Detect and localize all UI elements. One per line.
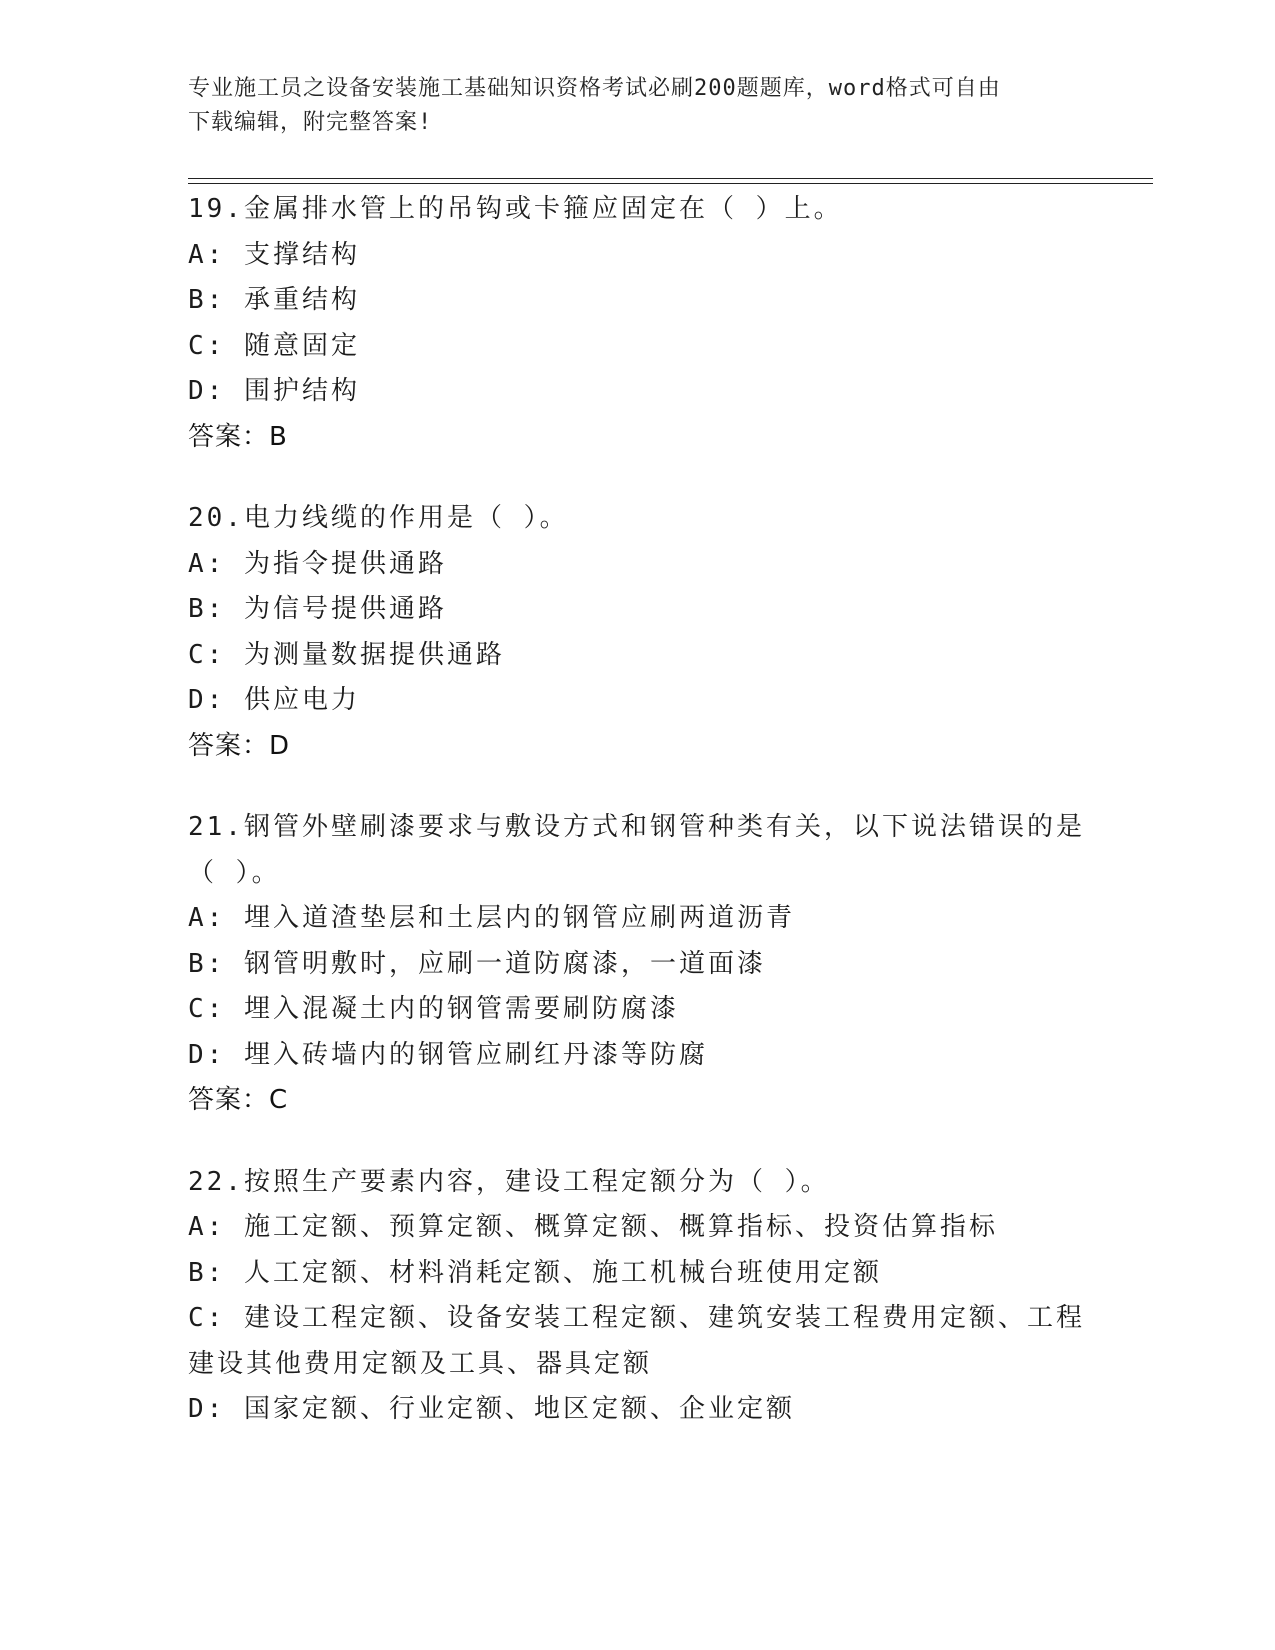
option-c-continued: 建设其他费用定额及工具、器具定额	[188, 1348, 653, 1379]
option-c: C: 埋入混凝土内的钢管需要刷防腐漆	[188, 994, 679, 1024]
question-stem: 19.金属排水管上的吊钩或卡箍应固定在（ ）上。	[188, 194, 843, 224]
question-stem: 20.电力线缆的作用是（ ）。	[188, 503, 569, 533]
option-a: A: 埋入道渣垫层和土层内的钢管应刷两道沥青	[188, 903, 795, 933]
option-b: B: 为信号提供通路	[188, 594, 447, 624]
question-stem: 22.按照生产要素内容，建设工程定额分为（ ）。	[188, 1166, 830, 1197]
option-c: C: 为测量数据提供通路	[188, 639, 505, 670]
answer-line: 答案：D	[188, 730, 291, 761]
option-b: B: 人工定额、材料消耗定额、施工机械台班使用定额	[188, 1257, 882, 1288]
answer-line: 答案：C	[188, 1085, 289, 1115]
question-22	[188, 1160, 1108, 1433]
question-list	[188, 187, 1108, 1469]
option-a: A: 施工定额、预算定额、概算定额、概算指标、投资估算指标	[188, 1212, 998, 1242]
question-21	[188, 805, 1108, 1124]
option-a: A: 支撑结构	[188, 239, 360, 270]
option-a: A: 为指令提供通路	[188, 548, 447, 579]
option-c: C: 建设工程定额、设备安装工程定额、建筑安装工程费用定额、工程	[188, 1303, 1085, 1333]
header-rule-top	[188, 178, 1153, 179]
option-d: D: 围护结构	[188, 376, 360, 406]
option-c: C: 随意固定	[188, 330, 360, 361]
option-d: D: 埋入砖墙内的钢管应刷红丹漆等防腐	[188, 1039, 708, 1070]
header-rule-bottom	[188, 183, 1153, 184]
option-b: B: 承重结构	[188, 285, 360, 315]
question-stem-continued: （ ）。	[188, 857, 281, 888]
answer-line: 答案：B	[188, 421, 288, 452]
question-stem: 21.钢管外壁刷漆要求与敷设方式和钢管种类有关，以下说法错误的是	[188, 812, 1085, 842]
question-19	[188, 187, 1108, 460]
header-line-2: 下载编辑，附完整答案!	[188, 110, 433, 135]
option-b: B: 钢管明敷时，应刷一道防腐漆，一道面漆	[188, 948, 766, 979]
question-20	[188, 496, 1108, 769]
option-d: D: 供应电力	[188, 685, 360, 715]
option-d: D: 国家定额、行业定额、地区定额、企业定额	[188, 1394, 795, 1424]
document-header	[188, 72, 1088, 140]
header-line-1: 专业施工员之设备安装施工基础知识资格考试必刷200题题库，word格式可自由	[188, 76, 1001, 101]
